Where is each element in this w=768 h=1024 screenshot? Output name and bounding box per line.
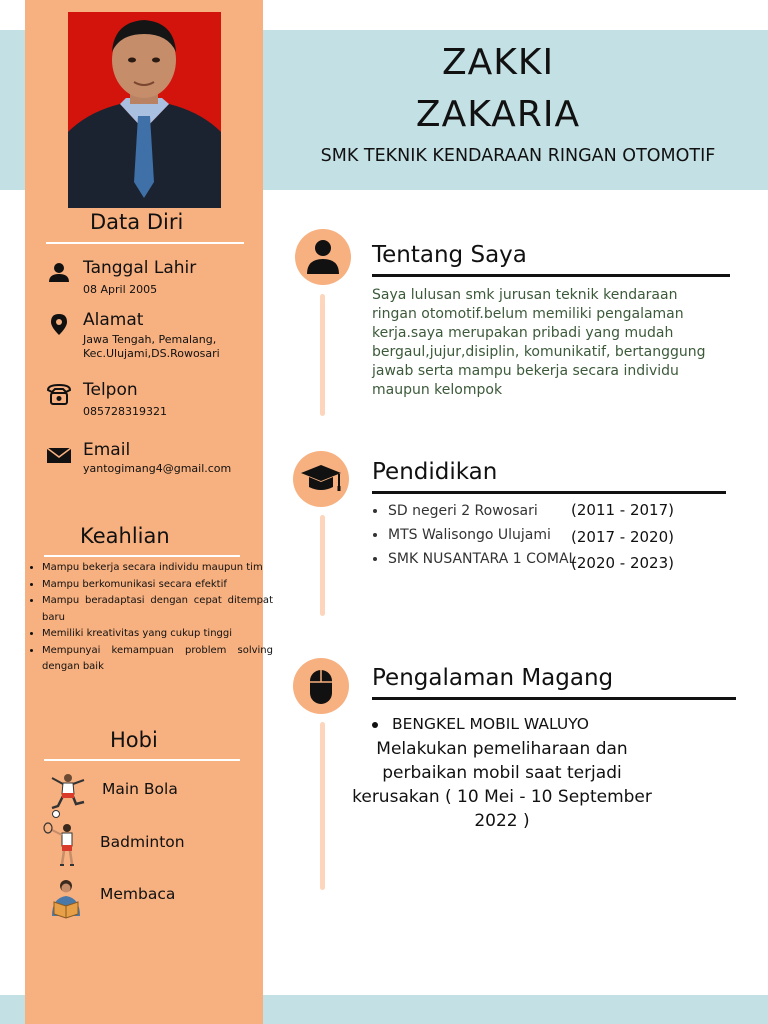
bullet-icon	[372, 722, 378, 728]
person-icon	[46, 261, 72, 283]
keahlian-divider	[44, 555, 240, 557]
football-player-icon	[44, 772, 88, 818]
internship-company	[372, 715, 589, 733]
reading-person-icon	[42, 876, 86, 922]
internship-desc-line: Melakukan pemeliharaan dan	[376, 739, 628, 759]
about-line: Saya lulusan smk jurusan teknik kendaraan	[372, 287, 678, 303]
about-line: maupun kelompok	[372, 382, 503, 398]
education-years: (2017 - 2020)	[571, 528, 675, 546]
education-school: • MTS Walisongo Ulujami	[388, 524, 576, 548]
internship-desc-line: 2022 )	[474, 811, 530, 831]
address-label: Alamat	[83, 310, 144, 330]
hobi-divider	[44, 759, 240, 761]
internship-desc-line: kerusakan ( 10 Mei - 10 September	[352, 787, 652, 807]
data-diri-title: Data Diri	[90, 210, 184, 234]
phone-value: 085728319321	[83, 405, 167, 418]
about-line: bergaul,jujur,disiplin, komunikatif, bertanggung	[372, 344, 706, 360]
education-school: • SD negeri 2 Rowosari	[388, 500, 576, 524]
hobby-badminton-label: Badminton	[100, 833, 185, 851]
hobi-title: Hobi	[110, 728, 158, 752]
education-list	[372, 500, 576, 572]
about-text	[372, 286, 722, 400]
mouse-icon	[293, 658, 349, 714]
email-value: yantogimang4@gmail.com	[83, 462, 232, 475]
internship-desc-line: perbaikan mobil saat terjadi	[382, 763, 622, 783]
keahlian-title: Keahlian	[80, 524, 170, 548]
address-line-1: Jawa Tengah, Pemalang,	[83, 333, 217, 346]
list-item: • Mempunyai kemampuan problem solving dengan baik	[42, 643, 273, 676]
internship-company-name: BENGKEL MOBIL WALUYO	[392, 715, 590, 733]
first-name: ZAKKI	[441, 42, 555, 83]
telephone-icon	[46, 383, 72, 405]
education-title: Pendidikan	[372, 459, 498, 485]
graduation-cap-icon	[293, 451, 349, 507]
list-item: • Mampu berkomunikasi secara efektif	[42, 577, 273, 594]
list-item: • Memiliki kreativitas yang cukup tinggi	[42, 626, 273, 643]
profile-photo	[68, 12, 221, 208]
last-name: ZAKARIA	[415, 94, 581, 135]
internship-divider	[372, 697, 736, 700]
hobby-football-label: Main Bola	[102, 780, 178, 798]
timeline-connector	[320, 722, 325, 890]
internship-description	[343, 737, 661, 833]
email-label: Email	[83, 440, 131, 460]
about-title: Tentang Saya	[372, 242, 527, 268]
internship-title: Pengalaman Magang	[372, 665, 614, 691]
address-line-2: Kec.Ulujami,DS.Rowosari	[83, 347, 220, 360]
education-divider	[372, 491, 726, 494]
badminton-player-icon	[40, 822, 84, 868]
education-school: • SMK NUSANTARA 1 COMAL	[388, 548, 576, 572]
user-icon	[295, 229, 351, 285]
birthdate-label: Tanggal Lahir	[83, 258, 197, 278]
about-line: jawab serta mampu bekerja secara individu	[372, 363, 679, 379]
skills-list	[28, 560, 273, 676]
timeline-connector	[320, 294, 325, 416]
timeline-connector	[320, 515, 325, 616]
school-subtitle: SMK TEKNIK KENDARAAN RINGAN OTOMOTIF	[320, 146, 716, 166]
envelope-icon	[46, 445, 72, 467]
data-diri-divider	[46, 242, 244, 244]
phone-label: Telpon	[83, 380, 138, 400]
education-years: (2011 - 2017)	[571, 501, 675, 519]
location-pin-icon	[46, 313, 72, 335]
hobby-reading-label: Membaca	[100, 885, 176, 903]
list-item: • Mampu bekerja secara individu maupun tim	[42, 560, 273, 577]
about-line: ringan otomotif.belum memiliki pengalaman	[372, 306, 684, 322]
list-item: • Mampu beradaptasi dengan cepat ditempat baru	[42, 593, 273, 626]
about-line: kerja.saya merupakan pribadi yang mudah	[372, 325, 674, 341]
education-years: (2020 - 2023)	[571, 554, 675, 572]
about-divider	[372, 274, 730, 277]
birthdate-value: 08 April 2005	[83, 283, 158, 296]
